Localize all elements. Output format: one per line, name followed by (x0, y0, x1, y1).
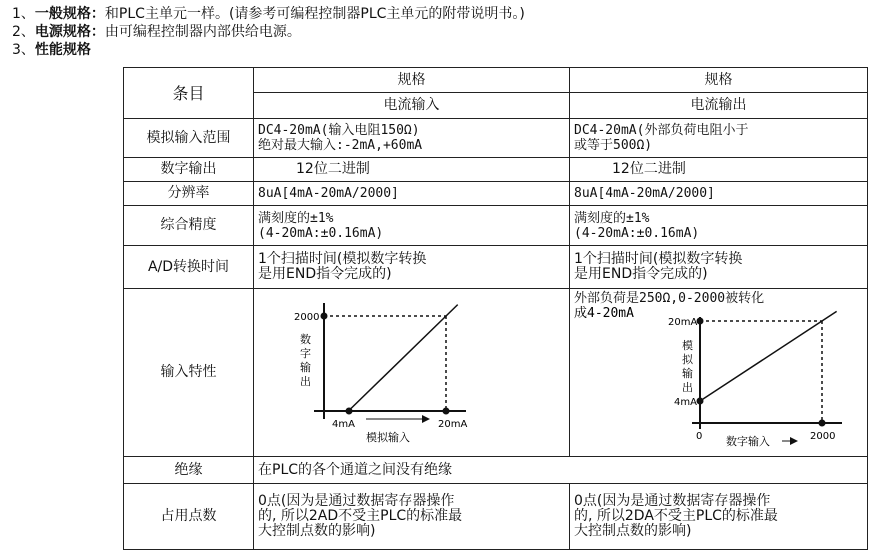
axis-label-y: 字 (300, 347, 311, 360)
cell-a (254, 158, 570, 182)
header-line-1 (12, 6, 525, 22)
cell-line: 12位二进制 (612, 161, 686, 177)
row-label: A/D转换时间 (124, 246, 254, 289)
header-2-num: 2、 (12, 24, 35, 40)
axis-label-y: 拟 (682, 353, 693, 366)
tick-label-x: 4mA (332, 419, 355, 430)
point-2000 (819, 420, 826, 427)
tick-label-y: 2000 (294, 312, 320, 323)
col-header-spec-a: 规格 (254, 68, 570, 93)
col-header-spec-b: 规格 (570, 68, 868, 93)
cell-line: 外部负荷是250Ω,0-2000被转化 (574, 291, 765, 306)
cell-a (254, 246, 570, 289)
cell-line: 绝对最大输入:-2mA,+60mA (258, 138, 423, 153)
cell-b (570, 182, 868, 206)
cell-a (254, 119, 570, 158)
subheader-current-input: 电流输入 (254, 93, 570, 119)
cell-b (570, 289, 868, 457)
table-row (124, 182, 868, 206)
point-4ma (697, 398, 704, 405)
header-1-text: 和PLC主单元一样。(请参考可编程控制器PLC主单元的附带说明书。) (104, 6, 525, 22)
cell-b (570, 206, 868, 246)
cell-a (254, 484, 570, 550)
cell-a (254, 289, 570, 457)
cell-line: 是用END指令完成的) (574, 266, 708, 282)
note-line: 成4-20mA (574, 306, 634, 321)
axis-label-x: 模拟输入 (366, 431, 410, 444)
cell-line: 或等于500Ω) (574, 138, 653, 153)
axis-label-y: 出 (682, 381, 693, 394)
cell-line: 满刻度的±1% (258, 210, 334, 226)
row-label: 占用点数 (124, 484, 254, 550)
cell-a (254, 182, 570, 206)
cell-b (570, 158, 868, 182)
axis-label-y: 数 (300, 333, 311, 346)
cell-line: (4-20mA:±0.16mA) (258, 225, 384, 241)
cell-line: DC4-20mA(外部负荷电阻小于 (574, 123, 749, 138)
header-3-title: 性能规格 (34, 42, 91, 58)
header-1-title: 一般规格： (34, 6, 105, 22)
arrow-icon (422, 415, 430, 423)
table-row (124, 246, 868, 289)
tick-label-y: 4mA (674, 397, 697, 408)
header-line-3 (12, 42, 91, 58)
axis-label-y: 输 (682, 367, 693, 380)
header-2-text: 由可编程控制器内部供给电源。 (104, 24, 301, 40)
cell-line: 是用END指令完成的) (258, 266, 392, 282)
point-2000 (321, 313, 328, 320)
row-label: 绝缘 (124, 457, 254, 484)
tick-label-x: 20mA (438, 419, 468, 430)
series-line (700, 311, 837, 401)
cell-line: 0点(因为是通过数据寄存器操作 (258, 493, 455, 509)
output-characteristic-graph (570, 305, 866, 450)
cell-line: DC4-20mA(输入电阻150Ω) (258, 123, 420, 138)
axis-label-y: 模 (682, 339, 693, 352)
cell-line: 12位二进制 (296, 161, 370, 177)
row-label: 数字输出 (124, 158, 254, 182)
table-row (124, 289, 868, 457)
cell-line: 1个扫描时间(模拟数字转换 (574, 251, 743, 267)
axis-label-y: 输 (300, 361, 311, 374)
table-row (124, 206, 868, 246)
cell-b (570, 246, 868, 289)
header-line-2 (12, 24, 301, 40)
cell-line: 大控制点数的影响) (258, 523, 376, 539)
header-1-num: 1、 (12, 6, 35, 22)
cell-a (254, 206, 570, 246)
spec-table (123, 67, 868, 550)
cell-line: (4-20mA:±0.16mA) (574, 225, 700, 241)
axis-label-y: 出 (300, 375, 311, 388)
origin-label: 0 (696, 431, 703, 442)
table-row (124, 457, 868, 484)
cell-line: 满刻度的±1% (574, 210, 650, 226)
table-row (124, 158, 868, 182)
cell-line: 大控制点数的影响) (574, 523, 692, 539)
cell-b (570, 484, 868, 550)
point-20ma (443, 408, 450, 415)
cell-line: 8uA[4mA-20mA/2000] (258, 186, 399, 201)
arrow-icon (790, 437, 798, 445)
cell-line: 0点(因为是通过数据寄存器操作 (574, 493, 771, 509)
point-20ma (697, 318, 704, 325)
tick-label-y: 20mA (668, 317, 698, 328)
cell-merged: 在PLC的各个通道之间没有绝缘 (254, 457, 868, 484)
row-label: 输入特性 (124, 289, 254, 457)
cell-line: 的, 所以2AD不受主PLC的标准最 (258, 508, 463, 524)
header-2-title: 电源规格： (34, 24, 105, 40)
input-characteristic-graph (254, 289, 568, 452)
col-header-item: 条目 (124, 68, 254, 119)
subheader-current-output: 电流输出 (570, 93, 868, 119)
table-row (124, 119, 868, 158)
row-label: 分辨率 (124, 182, 254, 206)
tick-label-x: 2000 (810, 431, 836, 442)
series-line (348, 305, 457, 411)
axis-label-x: 数字输入 (726, 435, 770, 448)
point-4ma (346, 408, 353, 415)
cell-b (570, 119, 868, 158)
cell-line: 8uA[4mA-20mA/2000] (574, 186, 715, 201)
table-row (124, 484, 868, 550)
row-label: 综合精度 (124, 206, 254, 246)
cell-line: 的, 所以2DA不受主PLC的标准最 (574, 508, 778, 524)
cell-line: 1个扫描时间(模拟数字转换 (258, 251, 427, 267)
header-3-num: 3、 (12, 42, 35, 58)
row-label: 模拟输入范围 (124, 119, 254, 158)
